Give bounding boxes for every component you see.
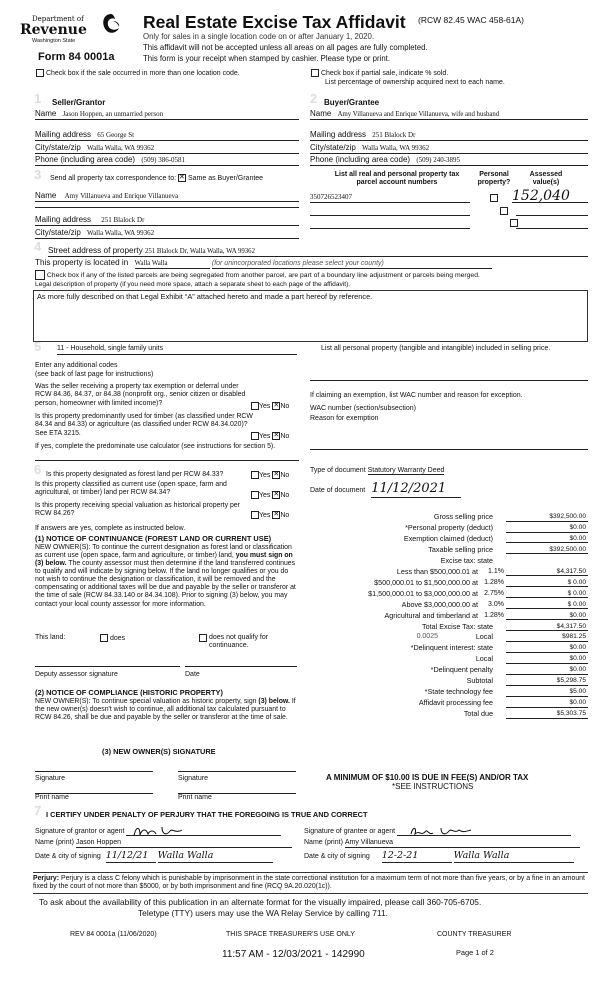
forest-q2-yn: [251, 491, 289, 500]
doc-date-value[interactable]: 11/12/2021: [371, 482, 461, 498]
tax-row-label: Total due: [463, 709, 493, 719]
does-label: does: [109, 634, 126, 642]
located-select[interactable]: Walla Walla: [135, 260, 210, 269]
timber-no-label: No: [280, 432, 290, 440]
assessed-value-1[interactable]: 152,040: [512, 188, 588, 203]
deputy-sig-line[interactable]: [35, 666, 180, 667]
partial-sale-check: [311, 69, 448, 78]
timber-yes-checkbox[interactable]: [251, 432, 259, 440]
seller-phone-row: [35, 155, 299, 166]
see-back-label: (see back of last page for instructions): [35, 371, 154, 378]
new-owner-print-label-2: Print name: [178, 794, 212, 801]
street-label: Street address of property: [48, 246, 143, 255]
tax-row-label: $500,000.01 to $1,500,000.00 at: [374, 577, 478, 587]
wac-number-label: WAC number (section/subsection): [310, 405, 416, 412]
dor-logo: [20, 12, 124, 50]
does-qualify: [100, 634, 125, 643]
doc-type-row: [310, 467, 444, 475]
grantor-name-value[interactable]: Jason Hoppen: [76, 839, 292, 848]
doc-type-label: Type of document: [310, 467, 366, 474]
tax-row-rate: 1.28%: [484, 578, 504, 586]
tax-row-value[interactable]: $0.00: [506, 612, 588, 621]
forest-q3-yn: [251, 511, 289, 520]
notice-continuance-bold: you must sign on (3) below.: [35, 552, 293, 568]
forest-q3-no-checkbox[interactable]: [272, 511, 280, 519]
does-not-checkbox[interactable]: [199, 634, 207, 642]
use-code-select[interactable]: 11 - Household, single family units: [57, 345, 297, 355]
partial-sale-checkbox[interactable]: [311, 69, 319, 77]
forest-q1-yes-label: Yes: [259, 471, 271, 479]
new-owner-sig-line-2[interactable]: [178, 771, 296, 772]
does-not-label: does not qualify for continuance.: [208, 634, 269, 650]
tax-row-label: *Delinquent interest: state: [410, 643, 493, 653]
grantor-city-value[interactable]: Walla Walla: [158, 851, 273, 863]
new-owner-sig-line-1[interactable]: [35, 771, 153, 772]
personal-property-list-label: List all personal property (tangible and intangible) included in selling price.: [321, 345, 551, 352]
grantor-sig-row: [35, 824, 300, 836]
doc-type-value[interactable]: Statutory Warranty Deed: [367, 467, 445, 474]
corr-mail-value[interactable]: 251 Blalock Dr: [101, 216, 145, 224]
certify-heading: I CERTIFY UNDER PENALTY OF PERJURY THAT THE FOREGOING IS TRUE AND CORRECT: [46, 810, 368, 819]
grantee-date-value[interactable]: 12-2-21: [382, 851, 452, 863]
new-owner-sig-title: (3) NEW OWNER(S) SIGNATURE: [102, 747, 216, 756]
additional-codes-label: Enter any additional codes: [35, 362, 118, 369]
grantor-signature[interactable]: [126, 824, 281, 836]
tax-row-label: Taxable selling price: [428, 544, 493, 554]
buyer-heading: Buyer/Grantee: [324, 98, 380, 107]
segregated-label: Check box if any of the listed parcels are being segregated from another parcel, are part of a boundary line adjustment or parcels being merged.: [46, 271, 480, 279]
partial-sale-note: List percentage of ownership acquired next to each name.: [325, 79, 505, 86]
multi-location-checkbox[interactable]: [36, 69, 44, 77]
forest-q2: Is this property classified as current use (open space, farm and agricultural, or timber) land per RCW 84.34?: [35, 481, 227, 496]
section-7-number: 7: [34, 803, 42, 818]
exemption-claim-label: If claiming an exemption, list WAC number and reason for exception.: [310, 392, 523, 399]
corr-mail-label: Mailing address: [35, 215, 92, 224]
tax-row-value[interactable]: $ 0.00: [506, 601, 588, 610]
dept-state: Washington State: [32, 38, 76, 44]
grantee-name-label: Name (print): [304, 839, 343, 846]
forest-q1-yes-checkbox[interactable]: [251, 471, 259, 479]
rcw-reference: (RCW 82.45 WAC 458-61A): [418, 15, 524, 25]
tax-row-label: Gross selling price: [433, 512, 493, 521]
buyer-phone-row: [310, 155, 588, 166]
street-value[interactable]: 251 Blalock Dr, Walla Walla, WA 99362: [144, 248, 255, 255]
same-as-buyer-checkbox[interactable]: [178, 174, 186, 182]
grantee-name-value[interactable]: Amy Villanueva: [345, 839, 580, 848]
seller-city-value[interactable]: Walla Walla, WA 99362: [87, 144, 155, 152]
subtitle-1: Only for sales in a single location code on or after January 1, 2020.: [143, 32, 375, 41]
deputy-date-label: Date: [185, 671, 200, 678]
grantor-date-row: [35, 851, 300, 863]
perjury-label: Perjury:: [33, 875, 60, 882]
partial-sale-label: Check box if partial sale, indicate % sold.: [320, 69, 449, 77]
tax-row-value[interactable]: $5,298.75: [506, 677, 588, 686]
tax-row: [318, 601, 588, 612]
tax-row: [318, 699, 588, 710]
buyer-name-label: Name: [310, 109, 332, 118]
grantee-name-row: [304, 839, 588, 848]
tax-row: [318, 612, 588, 623]
tax-row-label: Above $3,000,000.00 at: [401, 599, 478, 609]
tax-row-value[interactable]: $5.00: [506, 688, 588, 697]
tty-note: Teletype (TTY) users may use the WA Relay Service by calling 711.: [138, 908, 388, 918]
forest-q3: Is this property receiving special valuation as historical property per RCW 84.26?: [35, 502, 240, 517]
forest-q2-yes-checkbox[interactable]: [251, 491, 259, 499]
grantee-city-value[interactable]: Walla Walla: [454, 851, 574, 863]
assessed-value-3[interactable]: [516, 219, 588, 229]
buyer-name-value[interactable]: Amy Villanueva and Enrique Villanueva, wife and husband: [337, 111, 500, 118]
forest-q1-no-checkbox[interactable]: [272, 471, 280, 479]
tax-row-value[interactable]: $392,500.00: [506, 546, 588, 555]
grantee-signature-scribble-icon: [397, 824, 477, 838]
assessed-value-2[interactable]: [516, 206, 588, 216]
timber-yn: [251, 432, 289, 441]
seller-mail-row: [35, 130, 299, 141]
grantee-date-label: Date & city of signing: [304, 853, 370, 860]
corr-city-row: [35, 228, 299, 239]
seller-heading: Seller/Grantor: [52, 98, 106, 107]
grantor-date-label: Date & city of signing: [35, 853, 101, 860]
notice-compliance-title: (2) NOTICE OF COMPLIANCE (HISTORIC PROPERTY): [35, 688, 223, 697]
buyer-city-value[interactable]: Walla Walla, WA 99362: [362, 144, 430, 152]
reason-line[interactable]: [310, 442, 588, 450]
seller-mail-label: Mailing address: [35, 130, 92, 139]
section-5-number: 5: [34, 339, 42, 354]
deputy-sig-label: Deputy assessor signature: [35, 671, 118, 678]
grantor-signature-scribble-icon: [126, 824, 206, 838]
buyer-mail-row: [310, 130, 588, 141]
section-4-number: 4: [34, 239, 42, 254]
tax-row-label: Excise tax: state: [440, 555, 493, 565]
timber-question: Is this property predominantly used for timber (as classified under RCW 84.34 and 84.33) or agriculture (as classified under RCW 84.34.020)? See ETA 3215.: [35, 413, 253, 437]
grantor-date-value[interactable]: 11/12/21: [106, 851, 156, 863]
page-title: Real Estate Excise Tax Affidavit: [143, 12, 406, 32]
rev-code: REV 84 0001a (11/06/2020): [70, 931, 157, 938]
county-treasurer-label: COUNTY TREASURER: [437, 931, 512, 938]
perjury-text: Perjury is a class C felony which is punishable by imprisonment in the state correctional institution for a maximum term of not more than five years, or by a fine in an amount fixed by the court of not more than $5000, or by both imprisonment and fine (RCQ 9A.20.020(1c)).: [33, 875, 585, 891]
legal-desc-label: Legal description of property (if you need more space, attach a separate sheet to each page of the affidavit).: [35, 281, 351, 288]
section-1-number: 1: [34, 91, 42, 106]
corr-mail-row: [35, 215, 299, 226]
page-number: Page 1 of 2: [456, 948, 494, 957]
tax-row-value[interactable]: $0.00: [506, 666, 588, 675]
revenue-swirl-icon: [100, 12, 122, 36]
form-number: Form 84 0001a: [38, 51, 115, 63]
tax-row-value[interactable]: $ 0.00: [506, 579, 588, 588]
tax-row: [318, 623, 588, 634]
tax-row-value[interactable]: $5,303.75: [506, 710, 588, 719]
buyer-city-row: [310, 143, 588, 154]
tax-row-value[interactable]: $0.00: [506, 524, 588, 533]
tax-row-label: Local: [475, 654, 493, 664]
notice-compliance-b: If the new owner(s) doesn't wish to continue, all additional tax calculated pursuant to RCW 84.26, shall be due and payable by the seller or transferor at the time of sale.: [35, 698, 296, 722]
treasurer-space-label: THIS SPACE TREASURER'S USE ONLY: [226, 931, 355, 938]
tax-row-value[interactable]: $4,317.50: [506, 623, 588, 632]
see-instructions-note: *SEE INSTRUCTIONS: [392, 782, 474, 791]
exemption-question: Was the seller receiving a property tax exemption or deferral under RCW 84.36, 84.37, or 84.38 (nonprofit org., senior citizen or disabled person, homeowner with limited income)?: [35, 383, 246, 407]
buyer-mail-value[interactable]: 251 Blalock Dr: [372, 131, 416, 139]
street-row: [48, 246, 588, 257]
corr-name-label: Name: [35, 191, 57, 200]
grantee-sig-row: [304, 824, 588, 836]
forest-q3-yes-checkbox[interactable]: [251, 511, 259, 519]
tax-row-label: $1,500,000.01 to $3,000,000.00 at: [368, 588, 478, 598]
parcel-header-2: parcel account numbers: [356, 179, 438, 187]
personal-property-list-line[interactable]: [310, 373, 588, 381]
notice-continuance-a: NEW OWNER(S): To continue the current designation as forest land or classification as current use (open space, farm and agriculture, or timber) land,: [35, 544, 292, 560]
grantee-sig-label: Signature of grantee or agent: [304, 827, 396, 835]
new-owner-sig-label-2: Signature: [178, 775, 208, 782]
tax-row-label: Less than $500,000.01 at: [396, 566, 478, 576]
tax-row-label: *State technology fee: [424, 687, 493, 697]
tax-row-value[interactable]: $0.00: [506, 535, 588, 544]
multi-location-label: Check box if the sale occurred in more than one location code.: [45, 69, 240, 77]
buyer-name-row: [310, 109, 588, 120]
tax-row-label: Total Excise Tax: state: [422, 621, 493, 631]
tax-row-label: Exemption claimed (deduct): [403, 533, 493, 543]
parcel-header: [322, 171, 472, 187]
tax-row-label: Agricultural and timberland at: [384, 610, 478, 620]
assessed-value-header: Assessed value(s): [529, 171, 563, 187]
tax-row-value[interactable]: $392,500.00: [506, 513, 588, 522]
tax-row-label: Subtotal: [466, 676, 493, 686]
seller-city-label: City/state/zip: [35, 143, 81, 152]
multi-location-check: [36, 69, 240, 78]
forest-q3-no-label: No: [280, 511, 290, 519]
alt-format-note: To ask about the availability of this publication in an alternate format for the visually impaired, please call 360-705-6705.: [39, 897, 482, 907]
tax-row-value[interactable]: $981.25: [506, 633, 588, 642]
grantor-name-label: Name (print): [35, 839, 74, 846]
does-not-qualify: [199, 634, 297, 650]
corr-city-value[interactable]: Walla Walla, WA 99362: [87, 229, 155, 237]
correspondence-label: Send all property tax correspondence to:: [50, 174, 177, 182]
forest-q1-yn: [251, 471, 289, 480]
grantor-name-row: [35, 839, 300, 848]
forest-q3-yes-label: Yes: [259, 511, 271, 519]
forest-q1-no-label: No: [280, 471, 290, 479]
notice-compliance-bold: (3) below.: [258, 698, 290, 705]
legal-desc-box[interactable]: [33, 290, 588, 342]
new-owner-print-label-1: Print name: [35, 794, 69, 801]
personal-property-checkbox-1[interactable]: [490, 194, 498, 202]
subtitle-3: This form is your receipt when stamped by cashier. Please type or print.: [143, 54, 391, 63]
dept-line: Department of: [32, 15, 84, 23]
tax-row-label: *Delinquent penalty: [430, 665, 493, 675]
forest-q2-no-label: No: [280, 491, 290, 499]
minimum-fee-note: A MINIMUM OF $10.00 IS DUE IN FEE(S) AND/OR TAX: [326, 773, 529, 782]
section-3-number: 3: [34, 167, 42, 182]
doc-date-label: Date of document: [310, 487, 366, 494]
exemption-yes-checkbox[interactable]: [251, 402, 259, 410]
seller-mail-value[interactable]: 65 George St: [97, 131, 135, 139]
section-6-number: 6: [34, 462, 42, 477]
tax-row: [318, 710, 588, 721]
seller-name-label: Name: [35, 109, 57, 118]
tax-row-rate: 3.0%: [488, 600, 504, 608]
deputy-date-line[interactable]: [185, 666, 297, 667]
forest-q2-no-checkbox[interactable]: [272, 491, 280, 499]
dept-revenue: Revenue: [20, 22, 87, 38]
notice-continuance-b: The county assessor must then determine if the land transferred continues to qualify and will indicate by signing below. If the land no longer qualifies or you do not wish to continue the designation or classification, it will be removed and the compensating or additional taxes will be due and payable by the seller or transferor at the time of sale (RCW 84.33.140 or 84.34.108). Prior to signing (3) below, you may contact your local county assessor for more information.: [35, 560, 296, 608]
correspondence-row: [50, 174, 263, 183]
reason-label: Reason for exemption: [310, 415, 379, 422]
tax-row-value[interactable]: $0.00: [506, 699, 588, 708]
tax-row: [318, 666, 588, 677]
exemption-yn: [251, 402, 289, 411]
notice-compliance-body: [35, 698, 297, 722]
tax-row-value[interactable]: $0.00: [506, 655, 588, 664]
new-owner-sig-label-1: Signature: [35, 775, 65, 782]
forest-q1: Is this property designated as forest land per RCW 84.33?: [46, 471, 224, 478]
doc-date-row: [310, 482, 461, 498]
grantor-sig-label: Signature of grantor or agent: [35, 827, 125, 835]
section-2-number: 2: [310, 91, 318, 106]
tax-row-value[interactable]: $4,317.50: [506, 568, 588, 577]
tax-row-rate: 0.0025: [416, 633, 438, 641]
corr-blank-line: [35, 207, 299, 208]
exemption-no-label: No: [280, 402, 290, 410]
grantee-signature[interactable]: [397, 824, 571, 836]
notice-compliance-a: NEW OWNER(S): To continue special valuation as historic property, sign: [35, 698, 257, 705]
timber-no-checkbox[interactable]: [272, 432, 280, 440]
timber-yes-label: Yes: [259, 432, 271, 440]
seller-phone-value[interactable]: (509) 386-0581: [141, 156, 186, 164]
tax-row-rate: 2.75%: [484, 589, 504, 597]
tax-row: [318, 644, 588, 655]
parcel-number-1[interactable]: 350726523407: [310, 193, 470, 203]
parcel-header-1: List all real and personal property tax: [334, 171, 460, 178]
section-5-divider: [35, 460, 299, 461]
legal-desc-value: As more fully described on that Legal Exhibit “A” attached hereto and made a part hereof by reference.: [37, 292, 373, 301]
buyer-mail-label: Mailing address: [310, 130, 367, 139]
does-checkbox[interactable]: [100, 634, 108, 642]
notice-continuance-title: (1) NOTICE OF CONTINUANCE (FOREST LAND OR CURRENT USE): [35, 534, 272, 543]
notice-continuance-body: [35, 544, 297, 609]
parcel-number-2[interactable]: [310, 206, 470, 216]
corr-name-row: [35, 191, 299, 202]
buyer-phone-value[interactable]: (509) 240-3895: [416, 156, 461, 164]
segregated-row: [35, 270, 588, 280]
if-yes-note: If answers are yes, complete as instructed below.: [35, 525, 186, 532]
parcel-number-3[interactable]: [310, 219, 470, 229]
segregated-checkbox[interactable]: [35, 270, 45, 280]
predominate-note: If yes, complete the predominate use calculator (see instructions for section 5).: [35, 443, 276, 450]
same-as-buyer-label: Same as Buyer/Grantee: [187, 174, 264, 182]
tax-row-rate: 1.1%: [488, 567, 504, 575]
tax-row-value[interactable]: $0.00: [506, 644, 588, 653]
personal-property-header: Personal property?: [477, 171, 511, 187]
exemption-yes-label: Yes: [259, 402, 271, 410]
located-hint: (for unincorporated locations please select your county): [212, 260, 492, 269]
located-row: [35, 258, 588, 269]
exemption-no-checkbox[interactable]: [272, 402, 280, 410]
seller-city-row: [35, 143, 299, 154]
seller-name-value[interactable]: Jason Hoppen, an unmarried person: [62, 110, 164, 118]
buyer-city-label: City/state/zip: [310, 143, 356, 152]
personal-property-checkbox-2[interactable]: [500, 207, 508, 215]
tax-row-value[interactable]: $ 0.00: [506, 590, 588, 599]
buyer-phone-label: Phone (including area code): [310, 155, 411, 164]
located-label: This property is located in: [35, 258, 129, 267]
grantee-date-row: [304, 851, 588, 863]
forest-q2-yes-label: Yes: [259, 491, 271, 499]
tax-row-label: *Personal property (deduct): [405, 522, 493, 532]
recording-stamp: 11:57 AM - 12/03/2021 - 142990: [222, 949, 365, 960]
tax-row: [318, 590, 588, 601]
corr-city-label: City/state/zip: [35, 228, 81, 237]
tax-row-label: Affidavit processing fee: [418, 698, 493, 708]
subtitle-2: This affidavit will not be accepted unless all areas on all pages are fully completed.: [143, 43, 428, 52]
perjury-box: [33, 872, 588, 894]
this-land-label: This land:: [35, 634, 66, 641]
tax-row-label: Local: [475, 632, 493, 642]
corr-name-value[interactable]: Amy Villanueva and Enrique Villanueva: [64, 192, 179, 200]
seller-phone-label: Phone (including area code): [35, 155, 136, 164]
tax-row-rate: 1.28%: [484, 611, 504, 619]
seller-name-row: [35, 109, 299, 120]
